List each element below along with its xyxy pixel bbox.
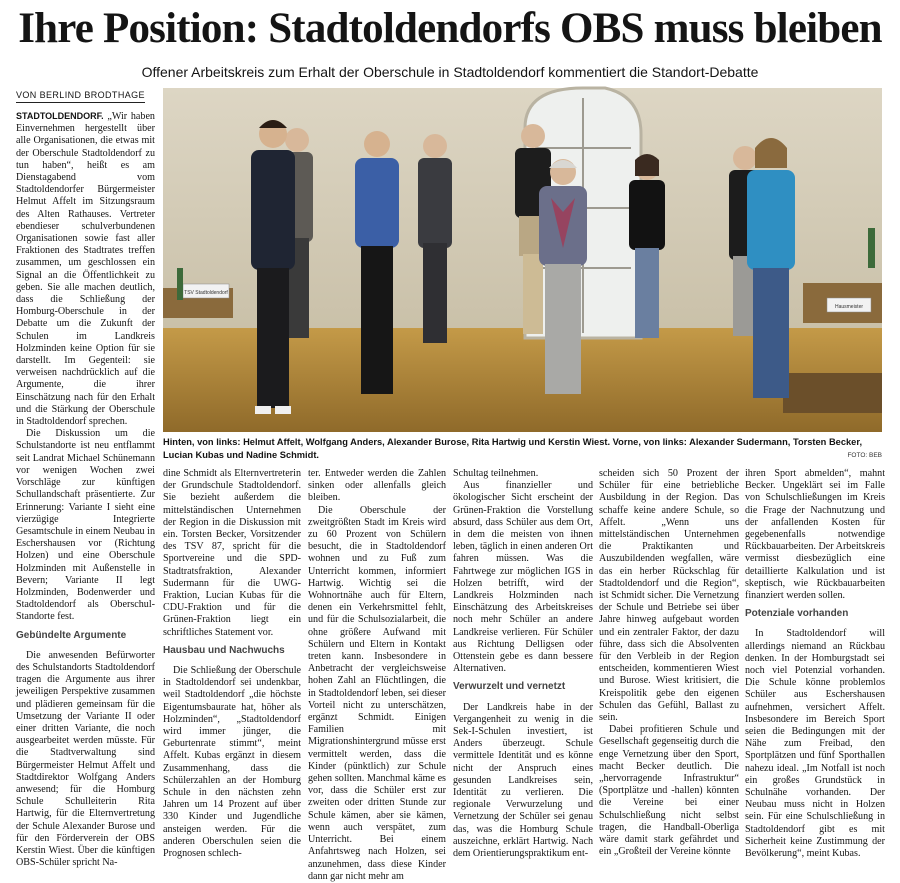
paragraph: Aus finanzieller und ökologischer Sicht erscheint der Grünen-Fraktion die Vorstellung absurd, dass Schüler aus dem Ort, in dem die meisten von ihnen leben, täglich in einen anderen Ort fahren müssen. Was die Fahrtwege zur möglichen IGS in Holzen betrifft, wird der Landkreis Holzminden nach Einschätzung des Arbeitskreises noch mehr Schüler an andere Landkreise verlieren. Für Schüler aus Richtung Delligsen oder Ottenstein gebe es dann bessere Alternativen. [453,480,593,675]
paragraph: ter. Entweder werden die Zahlen sinken oder allenfalls gleich bleiben. [308,468,446,504]
group-photo-illustration [163,88,882,432]
headline: Ihre Position: Stadtoldendorfs OBS muss bleiben [18,5,882,52]
person-front-1 [251,120,295,414]
subheading-verwurzelt: Verwurzelt und vernetzt [453,681,566,693]
paragraph: Schultag teilnehmen. [453,468,539,479]
paragraph: ihren Sport abmelden“, mahnt Becker. Ungeklärt sei im Falle von Schulschließungen im Kreis die Frage der Nachnutzung und der anfallenden Kosten für gegebenenfalls notwendige Rückbauarbeiten. Der Arbeitskreis vermisst diesbezüglich eine detaillierte Kalkulation und ist skeptisch, wie Rückbauarbeiten finanziert werden sollen. [745,468,885,602]
article-column-6 [745,468,885,866]
article-column-1 [16,110,155,869]
person-front-4 [747,138,795,398]
article-column-3 [308,468,446,882]
paragraph: Die Diskussion um die Schulstandorte ist neu entflammt seit Landrat Michael Schünemann vor wenigen Wochen zwei Vorschläge zur künftigen Schullandschaft präsentierte. Zur Erinnerung: Variante I sieht eine vierzügige Integrierte Gesamtschule in einem Neubau in Eschershausen vor (Richtung Holzen) und eine Oberschule Holzminden mit Außenstelle in Bevern; Variante II legt Holzminden, Bodenwerder und Stadtoldendorf als Oberschul-Standorte fest. [16,428,155,623]
lead-paragraph [16,110,155,428]
photo-caption: Hinten, von links: Helmut Affelt, Wolfgang Anders, Alexander Burose, Rita Hartwig und Kerstin Wiest. Vorne, von links: Alexander Sudermann, Torsten Becker, Lucian Kubas und Nadine Schmidt. [163,437,863,460]
person-front-3 [539,159,587,394]
article-column-4 [453,468,593,866]
desk-sign-right: Hausmeister [834,304,864,310]
paragraph: scheiden sich 50 Prozent der Schüler für eine betriebliche Ausbildung in der Region. Das schaffe keine andere Schule, so Affelt. „Wenn uns mittelständischen Unternehmen die Praktikanten und Auszubildenden wegfallen, wäre das ein herber Rückschlag für Stadtoldendorf und die Region“, ist Schmidt sicher. Die Vernetzung der Schule und Betriebe sei über Jahre hinweg aufgebaut worden und ein zentraler Faktor, der dazu führe, dass sich die Absolventen für den Verbleib in der Region entscheiden, kommentieren Wiest und Burose. Wiest kritisiert, die Kreispolitik gebe den eigenen Schulen das Gefühl, Ballast zu sein. [599,468,739,724]
subheading-gebuendelte-argumente: Gebündelte Argumente [16,629,127,641]
dateline: STADTOLDENDORF. [16,111,104,121]
paragraph: Dabei profitieren Schule und Gesellschaft gegenseitig durch die enge Vernetzung über den Sport, macht Becker deutlich. Die „hervorragende Infrastruktur“ (Sportplätze und -hallen) könnten die Vereine bei einer Schulschließung nicht selbst tragen, die Handball-Oberliga wäre damit stark gefährdet und ein „Großteil der Vereine könnte [599,724,739,858]
photo-credit: FOTO: BEB [847,452,882,459]
group-photo [163,88,882,432]
paragraph: Die anwesenden Befürworter des Schulstandorts Stadtoldendorf tragen die Argumente aus ihrer jeweiligen Perspektive zusammen und plädieren gemeinsam für die Umsetzung der Variante II oder einer dritten Variante, die noch ausgearbeitet werden müsste. Für die Stadtverwaltung sind Bürgermeister Helmut Affelt und Stadtdirektor Wolfgang Anders anwesend; für die Homburg Schule Schulleiterin Rita Hartwig, für die Elternvertretung der Schule Alexander Burose und für den Förderverein der OBS Kerstin Wiest. Über die künftigen OBS-Schüler spricht Na- [16,649,155,869]
person-back-2 [418,134,452,343]
paragraph: Die Oberschule der zweitgrößten Stadt im Kreis wird zu 60 Prozent von Schülern besucht, die in Stadtoldendorf wohnen und zu Fuß zum Unterricht kommen, informiert Hartwig. Wichtig sei die Wohnortnähe auch für Eltern, denen ein Verkehrsmittel fehlt, und für die Schulsozialarbeit, die ohne größere Aufwand mit Schülern und Eltern in Kontakt treten kann. Insbesondere in Anbetracht der vergleichsweise hohen Zahl an Flüchtlingen, die in Stadtoldendorf leben, sei dieser Vorteil nicht zu unterschätzen, ergänzt Schmidt. Einigen Familien mit Migrationshintergrund müsse erst vermittelt werden, dass die Kinder (pünktlich) zur Schule gehen sollten. Manchmal käme es vor, dass die Schüler erst zur zweiten oder dritten Stunde zur Schule kämen, aber sie kämen, wenn auch verspätet, zum Unterricht. Bei einem Anfahrtsweg nach Holzen, sei anzunehmen, dass diese Kinder dann gar nicht mehr am [308,504,446,882]
subheadline: Offener Arbeitskreis zum Erhalt der Oberschule in Stadtoldendorf kommentiert die Standort-Debatte [141,64,759,80]
paragraph: In Stadtoldendorf will allerdings niemand an Rückbau denken. In der Homburgstadt sei noch viel Potenzial vorhanden. Die Schule könne problemlos Schüler aus Eschershausen aufnehmen, versichert Affelt. Insbesondere im Bereich Sport seien die Bedingungen mit der Nähe zum Freibad, den Sportplätzen und fünf Sporthallen nahezu ideal. „Im Notfall ist noch ein großes Grundstück in Schulnähe vorhanden. Der Neubau muss nicht in Holzen sein. Für eine Schulschließung in Stadtoldendorf gibt es mit Sicherheit keine Zustimmung der Bevölkerung“, meint Kubas. [745,628,885,860]
lead-text: „Wir haben Einvernehmen hergestellt über alle Organisationen, die etwas mit der Oberschule Stadtoldendorf zu tun haben“, heißt es am Dienstagabend vom Stadtoldendorfer Bürgermeister Helmut Affelt im Sitzungsraum des Alten Rathauses. Vertreter ebendieser schulverbundenen Organisationen sowie fast aller Fraktionen des Stadtrates treffen zusammen, um geschlossen ein Signal an die Öffentlichkeit zu geben. Sie alle machen deutlich, dass die Schließung der Homburg-Oberschule in der Debatte um die Zukunft der Schulen im Landkreis Holzminden keine Option für sie darstellt. Im Gegenteil: sie verweisen nachdrücklich auf die Argumente, die ihrer Einschätzung nach für den Erhalt und die Stärkung der Oberschule in Stadtoldendorf sprechen. [16,111,155,428]
desk-sign-left: TSV Stadtoldendorf [184,290,228,296]
byline: VON BERLIND BRODTHAGE [16,90,145,103]
paragraph: dine Schmidt als Elternvertreterin der Grundschule Stadtoldendorf. Sie bezieht außerdem die mittelständischen Unternehmen der Region in die Diskussion mit ein. Torsten Becker, Vorsitzender des TSV 87, spricht für die Sportvereine und die SPD-Stadtratsfraktion, Alexander Sudermann für die UWG-Fraktion, Lucian Kubas für die CDU-Fraktion und für die Grünen-Fraktion liegt ein schriftliches Statement vor. [163,468,301,638]
person-front-2 [355,131,399,394]
paragraph: Der Landkreis habe in der Vergangenheit zu wenig in die Sek-I-Schulen investiert, ist Anders überzeugt. Schule vermittele Identität und es könne nicht der Anspruch eines gesunden Landkreises sein, Identität zu verlieren. Die regionale Verwurzelung und Vernetzung der Schüler sei genau das, was die Homburg Schule auszeichne, erklärt Hartwig. Nach dem Orientierungspraktikum ent- [453,701,593,860]
subheading-hausbau: Hausbau und Nachwuchs [163,644,285,656]
article-column-5 [599,468,739,866]
article-column-2 [163,468,301,866]
subheading-potenziale: Potenziale vorhanden [745,608,849,620]
paragraph: Die Schließung der Oberschule in Stadtoldendorf sei undenkbar, weil Stadtoldendorf „die höchste Eigentumsbaurate hat, höher als Holzminden“, „Stadtoldendorf wird immer jünger, die Geburtenrate stimmt“, meint Affelt. Kubas ergänzt in diesem Zusammenhang, dass die Schülerzahlen an der Homburg Schule in den nächsten zehn Jahren um 14 Prozent auf über 330 Kinder und Jugendliche ansteigen werden. Für die anderen Oberschulen seien die Prognosen schlech- [163,665,301,860]
